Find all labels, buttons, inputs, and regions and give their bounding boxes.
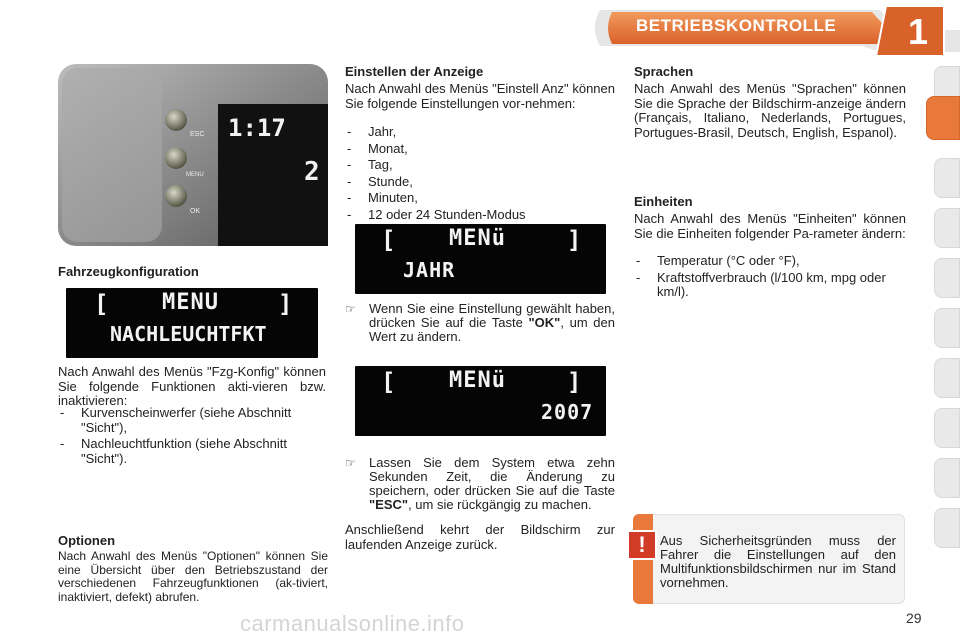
fzg-config-intro: Nach Anwahl des Menüs "Fzg-Konfig" können Sie folgende Funktionen akti-vieren bzw. inaktivieren: <box>58 364 326 408</box>
lcd-fzg-config <box>66 288 318 358</box>
chapter-tab[interactable] <box>934 308 960 348</box>
units-list <box>634 254 906 302</box>
lcd-bracket-right: ] <box>567 368 583 396</box>
list-item: - Kraftstoffverbrauch (l/100 km, mpg oder km/l). <box>634 271 906 300</box>
languages-text: Nach Anwahl des Menüs "Sprachen" können Sie die Sprache der Bildschirm-anzeige ändern (Français, Italiano, Nederlands, Portugues, Portugues-Brasil, Deutsch, English, Espanol). <box>634 81 906 140</box>
esc-key-label: "ESC" <box>369 497 409 512</box>
lcd-value-text: 2007 <box>541 400 594 424</box>
options-text: Nach Anwahl des Menüs "Optionen" können Sie eine Übersicht über den Betriebszustand der verschiedenen Fahrzeugfunktionen (ak-tiviert, inaktiviert, defekt) abrufen. <box>58 549 328 604</box>
chapter-tab-active[interactable] <box>926 96 960 140</box>
chapter-tab[interactable] <box>934 208 960 248</box>
chapter-tab[interactable] <box>934 258 960 298</box>
lcd-year-menu <box>355 224 606 294</box>
chapter-tabs <box>932 66 960 576</box>
note-ok <box>345 302 615 344</box>
lcd-bracket-right: ] <box>278 290 294 318</box>
lcd-menu-text: MENü <box>449 226 506 251</box>
note-text: Wenn Sie eine Einstellung gewählt haben, drücken Sie auf die Taste <box>369 301 615 330</box>
display-settings-title: Einstellen der Anzeige <box>345 64 484 79</box>
lcd-year-value <box>355 366 606 436</box>
list-item: - Tag, <box>345 158 615 173</box>
chapter-tab[interactable] <box>934 408 960 448</box>
warning-text: Aus Sicherheitsgründen muss der Fahrer die Einstellungen auf den Multifunktionsbildschirmen nur im Stand vornehmen. <box>660 533 896 590</box>
lcd-bracket-left: [ <box>381 368 397 396</box>
lcd-menu-text: MENU <box>162 290 219 315</box>
ok-knob <box>165 185 187 207</box>
lcd-value-text: JAHR <box>403 258 456 282</box>
note-esc <box>345 456 615 512</box>
lcd-bracket-left: [ <box>381 226 397 254</box>
options-title: Optionen <box>58 533 116 548</box>
list-item: - Temperatur (°C oder °F), <box>634 254 906 269</box>
lcd-bracket-left: [ <box>94 290 110 318</box>
fzg-config-list <box>58 406 326 468</box>
hand-pointer-icon: ☞ <box>345 456 356 470</box>
panel-digit: 2 <box>304 157 320 187</box>
ok-label: OK <box>190 208 201 215</box>
warning-icon: ! <box>627 530 657 560</box>
ok-key-label: "OK" <box>528 315 561 330</box>
note-text: , um sie rückgängig zu machen. <box>408 497 592 512</box>
list-item: - Kurvenscheinwerfer (siehe Abschnitt "Sicht"), <box>58 406 326 435</box>
units-title: Einheiten <box>634 194 693 209</box>
note-text: Lassen Sie dem System etwa zehn Sekunden Zeit, die Änderung zu speichern, oder drücken Sie auf die Taste <box>369 455 615 498</box>
fzg-config-title: Fahrzeugkonfiguration <box>58 264 199 279</box>
page-title: BETRIEBSKONTROLLE <box>636 16 837 35</box>
menu-knob <box>165 147 187 169</box>
display-settings-list <box>345 125 615 224</box>
lcd-bracket-right: ] <box>567 226 583 254</box>
chapter-tab[interactable] <box>934 158 960 198</box>
esc-label: ESC <box>190 131 205 138</box>
display-settings-intro: Nach Anwahl des Menüs "Einstell Anz" können Sie folgende Einstellungen vor-nehmen: <box>345 81 615 111</box>
chapter-tab[interactable] <box>934 458 960 498</box>
page-number: 29 <box>906 610 922 626</box>
watermark: carmanualsonline.info <box>240 611 465 636</box>
list-item: - Monat, <box>345 142 615 157</box>
hand-pointer-icon: ☞ <box>345 302 356 316</box>
list-item: - Minuten, <box>345 191 615 206</box>
control-panel-photo <box>58 64 328 246</box>
chapter-tab[interactable] <box>934 358 960 398</box>
esc-knob <box>165 109 187 131</box>
list-item: - Nachleuchtfunktion (siehe Abschnitt "Sicht"). <box>58 437 326 466</box>
list-item: - 12 oder 24 Stunden-Modus <box>345 208 615 223</box>
lcd-menu-text: MENü <box>449 368 506 393</box>
panel-clock: 1:17 <box>228 114 286 142</box>
chapter-number: 1 <box>907 11 929 52</box>
chapter-tab[interactable] <box>934 508 960 548</box>
menu-label: MENU <box>186 172 204 178</box>
units-text: Nach Anwahl des Menüs "Einheiten" können Sie die Einheiten folgender Pa-rameter ändern: <box>634 211 906 241</box>
note-text: , um den Wert zu ändern. <box>369 315 615 344</box>
list-item: - Jahr, <box>345 125 615 140</box>
list-item: - Stunde, <box>345 175 615 190</box>
lcd-value-text: NACHLEUCHTFKT <box>110 322 267 346</box>
display-settings-outro: Anschließend kehrt der Bildschirm zur laufenden Anzeige zurück. <box>345 522 615 552</box>
languages-title: Sprachen <box>634 64 694 79</box>
